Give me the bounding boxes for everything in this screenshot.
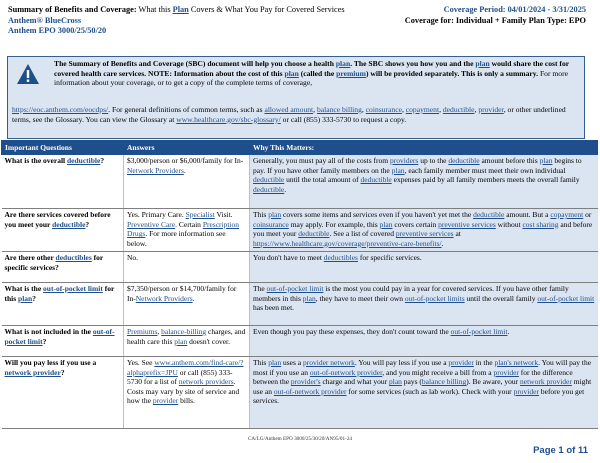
col-header-why: Why This Matters: <box>250 141 598 155</box>
question-cell: Will you pay less if you use a network provider? <box>2 357 124 429</box>
coverage-for: Coverage for: Individual + Family Plan Type: EPO <box>404 15 586 25</box>
sbc-title: Summary of Benefits and Coverage: <box>8 5 137 14</box>
question-cell: What is the overall deductible? <box>2 155 124 209</box>
question-cell: Are there services covered before you meet your deductible? <box>2 209 124 252</box>
answer-cell: No. <box>124 252 250 283</box>
table-row <box>2 283 598 326</box>
answer-cell: Yes. See www.anthem.com/find-care/?alphaprefix=JPU or call (855) 333-5730 for a list of network providers. Costs may vary by site of service and how the provider bills. <box>124 357 250 429</box>
table-row <box>2 209 598 252</box>
page-number: Page 1 of 11 <box>533 445 588 456</box>
answer-cell: Premiums, balance-billing charges, and health care this plan doesn't cover. <box>124 326 250 357</box>
why-cell: This plan covers some items and services even if you haven't yet met the deductible amount. But a copayment or coinsurance may apply. For example, this plan covers certain preventive services without cost sharing and before you meet your deductible. See a list of covered preventive services at https://www.healthcare.gov/coverage/preventive-care-benefits/. <box>250 209 598 252</box>
question-cell: What is the out-of-pocket limit for this plan? <box>2 283 124 326</box>
notice-text-continued: https://eoc.anthem.com/eocdps/. For general definitions of common terms, such as allowed amount, balance billing, coinsurance, copayment, deductible, provider, or other underlined terms, see the Glossary. You can view the Glossary at www.healthcare.gov/sbc-glossary/ or call (855) 333-5730 to request a copy. <box>12 105 566 124</box>
header-left: Summary of Benefits and Coverage: What this Plan Covers & What You Pay for Covered Services Anthem® BlueCross Anthem EPO 3000/25/50/20 <box>8 5 345 36</box>
why-cell: The out-of-pocket limit is the most you could pay in a year for covered services. If you have other family members in this plan, they have to meet their own out-of-pocket limits until the overall family out-of-pocket limit has been met. <box>250 283 598 326</box>
why-cell: This plan uses a provider network. You will pay less if you use a provider in the plan's network. You will pay the most if you use an out-of-network provider, and you might receive a bill from a provider for the difference between the provider's charge and what your plan pays (balance billing). Be aware, your network provider might use an out-of-network provider for some services (such as lab work). Check with your provider before you get services. <box>250 357 598 429</box>
answer-cell: Yes. Primary Care. Specialist Visit. Preventive Care. Certain Prescription Drugs. For more information see below. <box>124 209 250 252</box>
plan-name: Anthem EPO 3000/25/50/20 <box>8 26 107 36</box>
question-cell: Are there other deductibles for specific services? <box>2 252 124 283</box>
col-header-questions: Important Questions <box>2 141 124 155</box>
header-right <box>405 5 586 26</box>
table-row <box>2 155 598 209</box>
table-row <box>2 357 598 429</box>
notice-text: The Summary of Benefits and Coverage (SBC) document will help you choose a health plan. The SBC shows you how you and the plan would share the cost for covered health care services. NOTE: Information about the cost of this plan (called the premium) will be provided separately. This is only a summary. For more information about your coverage, or to get a copy of the complete terms of coverage, <box>54 59 569 88</box>
sbc-notice-box <box>7 56 585 139</box>
table-header-row <box>2 141 598 155</box>
why-cell: You don't have to meet deductibles for specific services. <box>250 252 598 283</box>
why-cell: Even though you pay these expenses, they don't count toward the out-of-pocket limit. <box>250 326 598 357</box>
warning-triangle-icon <box>16 63 40 85</box>
eoc-link[interactable]: https://eoc.anthem.com/eocdps/ <box>12 105 109 114</box>
col-header-answers: Answers <box>124 141 250 155</box>
glossary-link[interactable]: www.healthcare.gov/sbc-glossary/ <box>176 114 281 124</box>
footer-code: CA/LG/Anthem EPO 3000/25/30/20/AN95/01-24 <box>247 436 353 442</box>
plan-link[interactable]: Plan <box>172 5 189 14</box>
question-cell: What is not included in the out-of-pocket limit? <box>2 326 124 357</box>
answer-cell: $3,000/person or $6,000/family for In-Network Providers. <box>124 155 250 209</box>
benefits-table <box>1 140 598 429</box>
answer-cell: $7,350/person or $14,700/family for In-Network Providers. <box>124 283 250 326</box>
why-cell: Generally, you must pay all of the costs from providers up to the deductible amount before this plan begins to pay. If you have other family members on the plan, each family member must meet their own individual deductible until the total amount of deductible expenses paid by all family members meets the overall family deductible. <box>250 155 598 209</box>
table-row <box>2 252 598 283</box>
coverage-period: Coverage Period: 04/01/2024 - 3/31/2025 <box>443 5 586 14</box>
insurer-name: Anthem® BlueCross <box>8 15 82 25</box>
table-row <box>2 326 598 357</box>
